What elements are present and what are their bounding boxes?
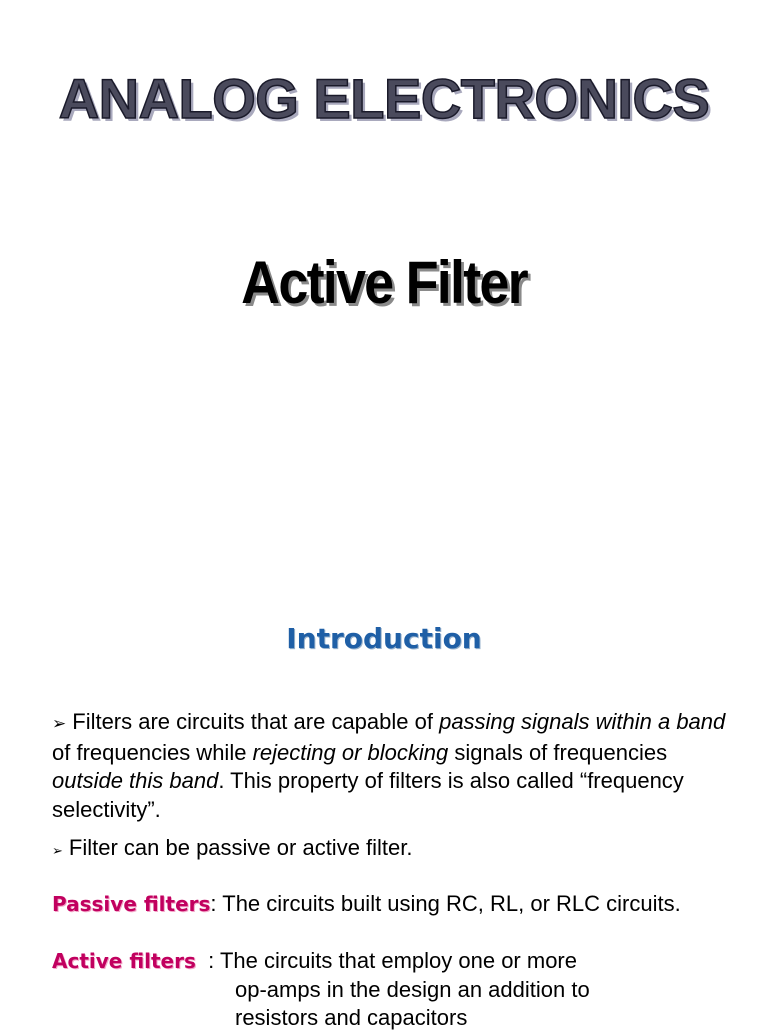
para1-text-1: Filters are circuits that are capable of [72, 709, 440, 734]
active-filter-line1: The circuits that employ one or more [219, 948, 577, 973]
filter-types-paragraph [52, 834, 732, 866]
passive-filter-text: : The circuits built using RC, RL, or RLC circuits. [210, 891, 681, 916]
para1-text-2: of frequencies while [52, 739, 253, 765]
subtitle: Active Filter [241, 249, 527, 316]
para1-italic-3: outside this band [52, 768, 219, 793]
active-filter-separator: : [195, 948, 220, 973]
main-title: ANALOG ELECTRONICS [58, 67, 710, 130]
active-filter-definition [52, 947, 752, 1033]
active-filter-line3: resistors and capacitors [235, 1005, 468, 1030]
para1-italic-2: rejecting or blocking [252, 739, 449, 765]
para1-text-3: signals of frequencies [448, 739, 668, 765]
passive-filter-definition [52, 890, 752, 919]
introduction-heading: Introduction [286, 622, 482, 655]
para2-text: Filter can be passive or active filter. [68, 835, 413, 860]
passive-filter-term: Passive filters [52, 892, 211, 916]
arrow-bullet-icon: ➢ [52, 714, 67, 733]
active-filter-term: Active filters [52, 949, 196, 973]
active-filter-line2: op-amps in the design an addition to [235, 976, 590, 1002]
para1-italic-1: passing signals within a band [439, 709, 726, 734]
intro-paragraph [52, 708, 732, 824]
introduction-slide [0, 600, 768, 1030]
arrow-bullet-icon: ➢ [52, 843, 63, 858]
para1-text-4: . This property of filters is also called “frequency selectivity”. [52, 768, 684, 822]
